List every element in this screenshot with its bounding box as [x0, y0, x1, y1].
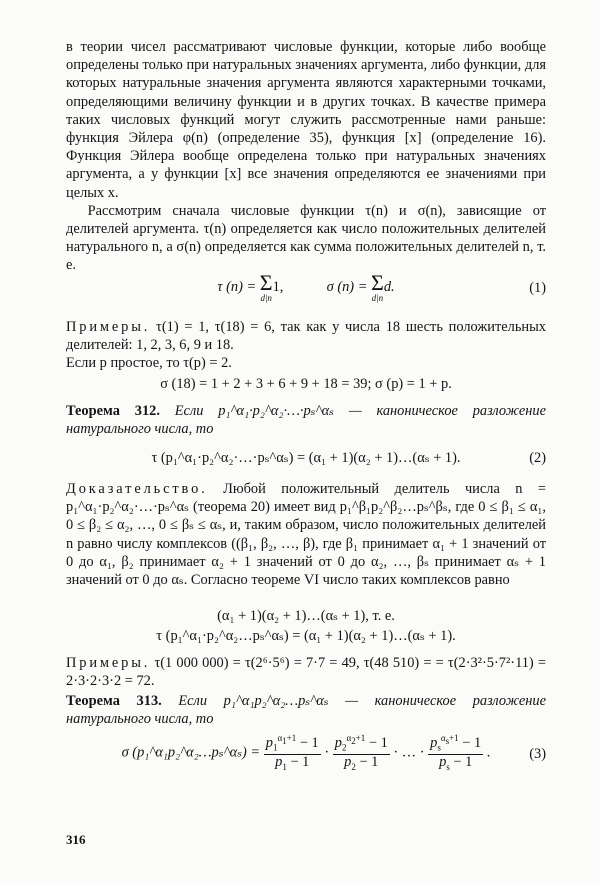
f1-tau-rhs: 1,	[272, 278, 284, 295]
formula-count-1: (α₁ + 1)(α₂ + 1)…(αₛ + 1), т. е.	[217, 608, 395, 624]
formula-number-3: (3)	[529, 746, 546, 762]
formula-count-2: τ (p₁^α₁·p₂^α₂…pₛ^αₛ) = (α₁ + 1)(α₂ + 1)…(αₛ + 1).	[156, 628, 456, 644]
theorem-313-text: Если p₁^α₁p₂^α₂…pₛ^αₛ — каноническое разложение натурального числа, то	[66, 693, 546, 728]
formula-number-1: (1)	[529, 280, 546, 296]
proof-label: Доказательство.	[66, 481, 208, 497]
f1-tau-lhs: τ (n) =	[217, 278, 260, 295]
formula-2-body: τ (p₁^α₁·p₂^α₂·…·pₛ^αₛ) = (α₁ + 1)(α₂ + 1)…(αₛ + 1).	[151, 450, 461, 466]
examples-2-label: Примеры.	[66, 655, 151, 671]
examples-label: Примеры.	[66, 319, 151, 335]
examples-line2: Если p простое, то τ(p) = 2.	[66, 355, 232, 372]
theorem-312-label: Теорема 312.	[66, 403, 160, 419]
formula-2	[66, 448, 546, 468]
fraction-s: $\frac{p_s^{\alpha_s+1} - 1}{p_s - 1}$	[430, 733, 482, 772]
examples-2	[66, 654, 546, 690]
formula-sigma18: σ (18) = 1 + 2 + 3 + 6 + 9 + 18 = 39; σ (p) = 1 + p.	[160, 376, 452, 392]
f1-sigma-lhs: σ (n) =	[326, 278, 372, 295]
formula-1	[66, 270, 546, 304]
proof-text: Любой положительный делитель числа n = p₁^α₁·p₂^α₂·…·pₛ^αₛ (теорема 20) имеет вид p₁^β₁p₂^β₂…pₛ^βₛ, где 0 ≤ β₁ ≤ α₁, 0 ≤ β₂ ≤ α₂, …, 0 ≤ βₛ ≤ αₛ, и, таким образом, число положительных делителей n равно числу комплексов ((β₁, β₂, …, β), где β₁ принимает α₁ + 1 значений от 0 до α₁, β₂ принимает α₂ + 1 значений от 0 до α₂, …, βₛ принимает αₛ + 1 значений от 0 до αₛ. Согласно теореме VI число таких комплексов равно	[66, 481, 546, 589]
formula-3: σ (p₁^α₁p₂^α₂…pₛ^αₛ) = $\frac{p_1^{\alpha_1+1} - 1}{p_1 - 1}$ · $\frac{p_2^{\alpha_2+1} - 1}{p_2 - 1}$ · … · $\frac{p_s^{\alpha_s+1} - 1}{p_s - 1}$ . (3)	[121, 733, 546, 772]
theorem-312-text: Если p₁^α₁·p₂^α₂·…·pₛ^αₛ — каноническое разложение натурального числа, то	[66, 403, 546, 438]
fraction-2: $\frac{p_2^{\alpha_2+1} - 1}{p_2 - 1}$	[334, 733, 388, 772]
para1: в теории чисел рассматривают числовые функции, которые либо вообще определены только при натуральных значениях аргумента, либо функции, для которых натуральные значения аргумента являются характерными точками, определяющими величину функции и в других точках. В качестве примера таких числовых функций могут служить рассмотренные нами раньше: функция Эйлера φ(n) (определение 35), функция [x] (определение 16). Функция Эйлера вообще определена только при натуральных значениях аргумента, а у функции [x] все значения определяются ее значениями при целых x.	[66, 39, 546, 201]
f1-sigma-rhs: d.	[383, 278, 395, 295]
page-number: 316	[66, 832, 86, 847]
proof	[66, 480, 546, 589]
examples-1	[66, 318, 546, 373]
fraction-1: $\frac{p_1^{\alpha_1+1} - 1}{p_1 - 1}$	[265, 733, 319, 772]
formula-number-2: (2)	[529, 450, 546, 466]
examples-text: τ(1) = 1, τ(18) = 6, так как у числа 18 шесть положительных делителей: 1, 2, 3, 6, 9 и 18.	[66, 319, 546, 354]
paragraph-intro	[66, 38, 546, 275]
theorem-313	[66, 692, 546, 728]
sum-sign: Σ d|n	[371, 270, 384, 303]
theorem-312	[66, 402, 546, 438]
formula-3-lhs: σ (p₁^α₁p₂^α₂…pₛ^αₛ) =	[121, 744, 264, 761]
sum-sign: Σ d|n	[259, 270, 273, 303]
theorem-313-label: Теорема 313.	[66, 693, 162, 709]
para2: Рассмотрим сначала числовые функции τ(n) и σ(n), зависящие от делителей аргумента. τ(n) определяется как число положительных делителей натурального n, а σ(n) определяется как сумма положительных делителей n, т. е.	[66, 202, 546, 274]
examples-2-text: τ(1 000 000) = τ(2⁶·5⁶) = 7·7 = 49, τ(48 510) = = τ(2·3²·5·7²·11) = 2·3·2·3·2 = 72.	[66, 655, 546, 690]
